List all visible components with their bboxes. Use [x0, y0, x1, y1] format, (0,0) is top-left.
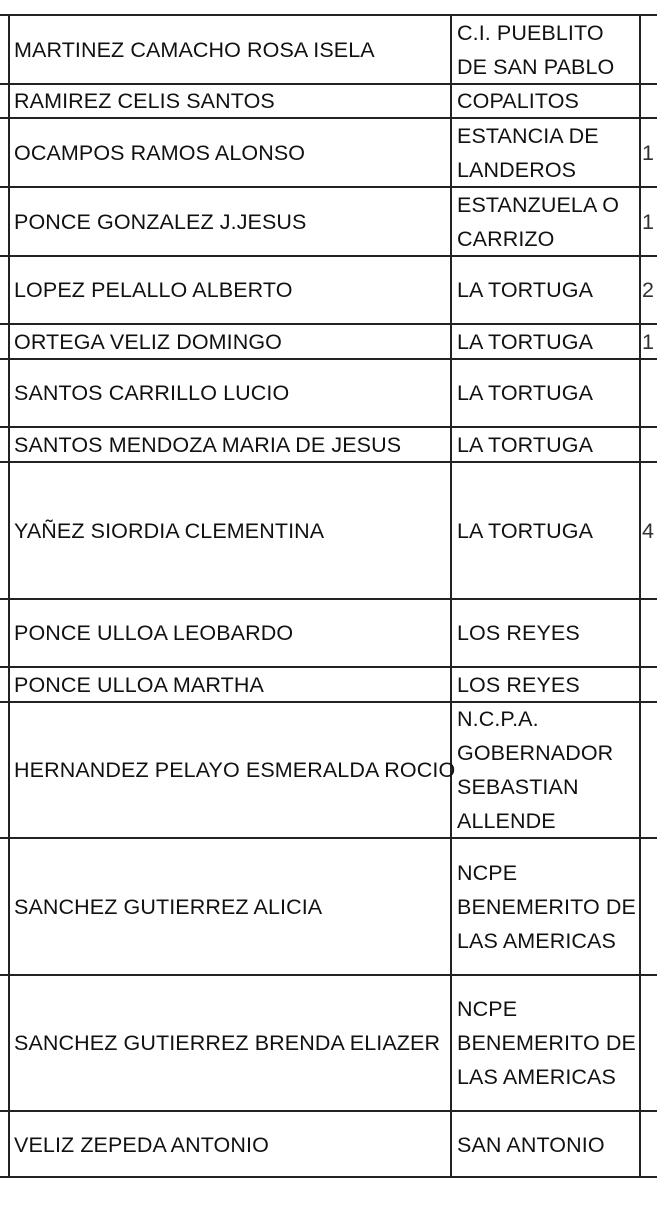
- locality-cell: LOS REYES: [457, 672, 580, 697]
- table-row: [0, 600, 657, 668]
- name-cell: ORTEGA VELIZ DOMINGO: [14, 329, 283, 354]
- name-cell: VELIZ ZEPEDA ANTONIO: [14, 1133, 269, 1157]
- cut-off-cell: [642, 85, 657, 117]
- locality-cell: COPALITOS: [457, 89, 579, 113]
- table-row: [0, 257, 657, 325]
- name-cell: SANTOS MENDOZA MARIA DE JESUS: [14, 432, 402, 457]
- cut-off-cell: [642, 976, 657, 1110]
- cut-off-cell: [642, 600, 657, 666]
- table-row: [0, 360, 657, 428]
- cut-off-cell: 1: [642, 329, 655, 354]
- cut-off-cell: 4: [642, 518, 655, 543]
- name-cell: PONCE ULLOA LEOBARDO: [14, 621, 294, 645]
- cut-off-cell: 2: [642, 278, 655, 302]
- locality-cell: N.C.P.A. GOBERNADOR SEBASTIAN ALLENDE: [457, 707, 614, 833]
- cut-off-cell: [642, 1112, 657, 1178]
- name-cell: SANTOS CARRILLO LUCIO: [14, 381, 290, 405]
- cut-off-cell: 1: [642, 140, 655, 165]
- table-row: [0, 703, 657, 839]
- table-row: [0, 16, 657, 85]
- locality-cell: LA TORTUGA: [457, 278, 594, 302]
- table-row: [0, 85, 657, 119]
- locality-cell: NCPE BENEMERITO DE LAS AMERICAS: [457, 860, 636, 953]
- cut-off-cell: [642, 428, 657, 461]
- name-cell: SANCHEZ GUTIERREZ BRENDA ELIAZER: [14, 1031, 441, 1055]
- cut-off-cell: [642, 16, 657, 83]
- locality-cell: ESTANZUELA O CARRIZO: [457, 192, 620, 251]
- locality-cell: C.I. PUEBLITO DE SAN PABLO: [457, 20, 615, 79]
- name-cell: YAÑEZ SIORDIA CLEMENTINA: [14, 518, 325, 543]
- locality-cell: LOS REYES: [457, 621, 580, 645]
- name-cell: HERNANDEZ PELAYO ESMERALDA ROCIO: [14, 758, 456, 782]
- name-cell: PONCE GONZALEZ J.JESUS: [14, 209, 307, 234]
- locality-cell: LA TORTUGA: [457, 432, 594, 457]
- table-row: [0, 839, 657, 976]
- table-row: [0, 325, 657, 360]
- locality-cell: LA TORTUGA: [457, 381, 594, 405]
- locality-cell: NCPE BENEMERITO DE LAS AMERICAS: [457, 997, 636, 1089]
- locality-cell: LA TORTUGA: [457, 329, 594, 354]
- locality-cell: LA TORTUGA: [457, 518, 594, 543]
- spreadsheet-table: [0, 14, 657, 1178]
- name-cell: RAMIREZ CELIS SANTOS: [14, 89, 275, 113]
- name-cell: LOPEZ PELALLO ALBERTO: [14, 278, 293, 302]
- table-row: [0, 976, 657, 1112]
- table-row: [0, 463, 657, 600]
- locality-cell: SAN ANTONIO: [457, 1133, 605, 1157]
- cut-off-cell: [642, 668, 657, 701]
- table-row: [0, 1112, 657, 1178]
- cut-off-cell: [642, 360, 657, 426]
- name-cell: MARTINEZ CAMACHO ROSA ISELA: [14, 37, 375, 62]
- table-row: [0, 119, 657, 188]
- cut-off-cell: [642, 839, 657, 974]
- cut-off-cell: 1: [642, 209, 655, 234]
- cut-off-cell: [642, 703, 657, 837]
- name-cell: OCAMPOS RAMOS ALONSO: [14, 140, 306, 165]
- name-cell: PONCE ULLOA MARTHA: [14, 672, 264, 697]
- locality-cell: ESTANCIA DE LANDEROS: [457, 123, 599, 182]
- name-cell: SANCHEZ GUTIERREZ ALICIA: [14, 894, 323, 919]
- table-row: [0, 428, 657, 463]
- table-row: [0, 668, 657, 703]
- table-row: [0, 188, 657, 257]
